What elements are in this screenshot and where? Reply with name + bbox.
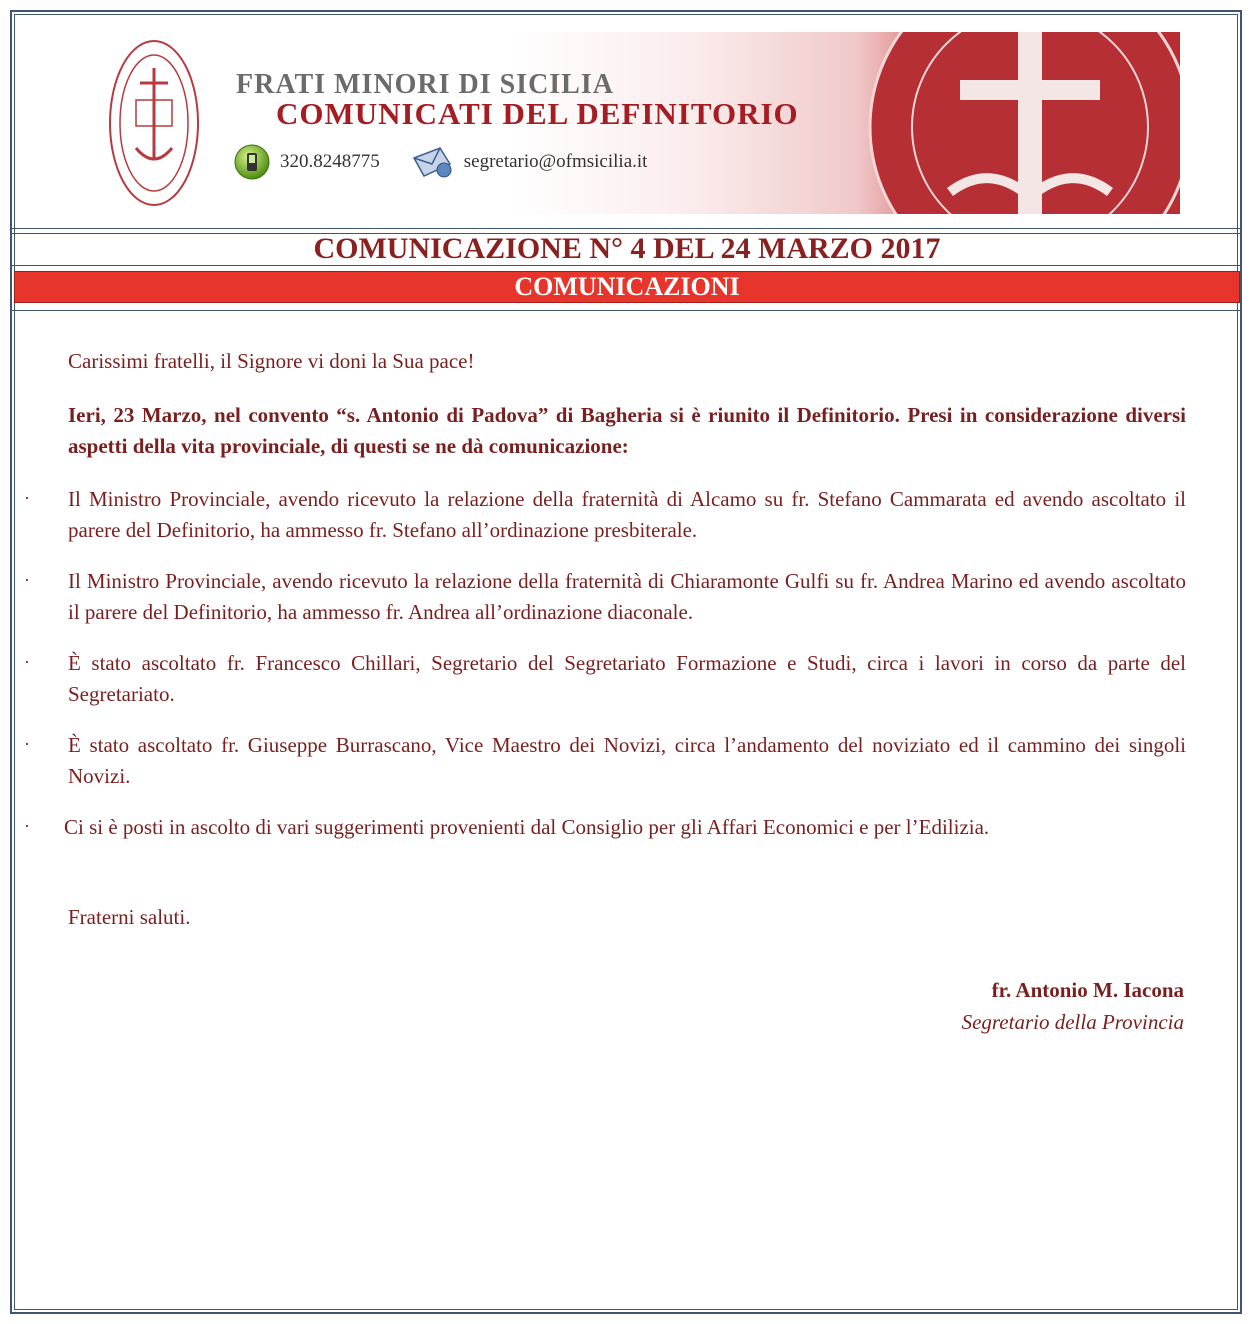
list-item: Ci si è posti in ascolto di vari suggerimenti provenienti dal Consiglio per gli Affari Economici e per l’Edilizia. xyxy=(64,815,990,839)
email-icon xyxy=(410,144,454,180)
greeting: Carissimi fratelli, il Signore vi doni la Sua pace! xyxy=(68,349,475,373)
contact-row xyxy=(234,142,647,182)
list-item: È stato ascoltato fr. Giuseppe Burrascano, Vice Maestro dei Novizi, circa l’andamento del noviziato ed il cammino dei singoli Novizi. xyxy=(68,733,1186,788)
divider xyxy=(10,310,1242,311)
signature-name: fr. Antonio M. Iacona xyxy=(991,978,1184,1002)
phone-icon xyxy=(234,144,270,180)
list-item: Il Ministro Provinciale, avendo ricevuto la relazione della fraternità di Alcamo su fr. Stefano Cammarata ed avendo ascoltato il parere del Definitorio, ha ammesso fr. Stefano all’ordinazione presbiterale. xyxy=(68,487,1186,542)
list-item: È stato ascoltato fr. Francesco Chillari, Segretario del Segretariato Formazione e Studi, circa i lavori in corso da parte del Segretariato. xyxy=(68,651,1186,706)
divider xyxy=(10,265,1242,266)
seal-icon xyxy=(106,38,202,208)
bullet-marker: · xyxy=(24,488,30,508)
communication-title: COMUNICAZIONE N° 4 DEL 24 MARZO 2017 xyxy=(313,232,941,265)
banner-title-line2: COMUNICATI DEL DEFINITORIO xyxy=(276,96,799,131)
bullet-marker: · xyxy=(24,816,30,836)
seal-icon xyxy=(840,32,1180,214)
banner-title-line1: FRATI MINORI DI SICILIA xyxy=(236,69,614,100)
list-item: Il Ministro Provinciale, avendo ricevuto la relazione della fraternità di Chiaramonte Gulfi su fr. Andrea Marino ed avendo ascoltato il parere del Definitorio, ha ammesso fr. Andrea all’ordinazione diaconale. xyxy=(68,569,1186,624)
contact-phone: 320.8248775 xyxy=(280,151,380,172)
intro-paragraph: Ieri, 23 Marzo, nel convento “s. Antonio di Padova” di Bagheria si è riunito il Definitorio. Presi in considerazione diversi aspetti della vita provinciale, di questi se ne dà comunicazione: xyxy=(68,403,1186,458)
contact-email[interactable]: segretario@ofmsicilia.it xyxy=(463,151,648,172)
closing: Fraterni saluti. xyxy=(68,905,191,929)
divider xyxy=(10,228,1242,229)
section-header-bar: COMUNICAZIONI xyxy=(14,271,1240,303)
bullet-marker: · xyxy=(24,652,30,672)
bullet-marker: · xyxy=(24,570,30,590)
bullet-marker: · xyxy=(24,734,30,754)
signature-role: Segretario della Provincia xyxy=(961,1010,1184,1034)
header-banner xyxy=(100,32,1180,214)
